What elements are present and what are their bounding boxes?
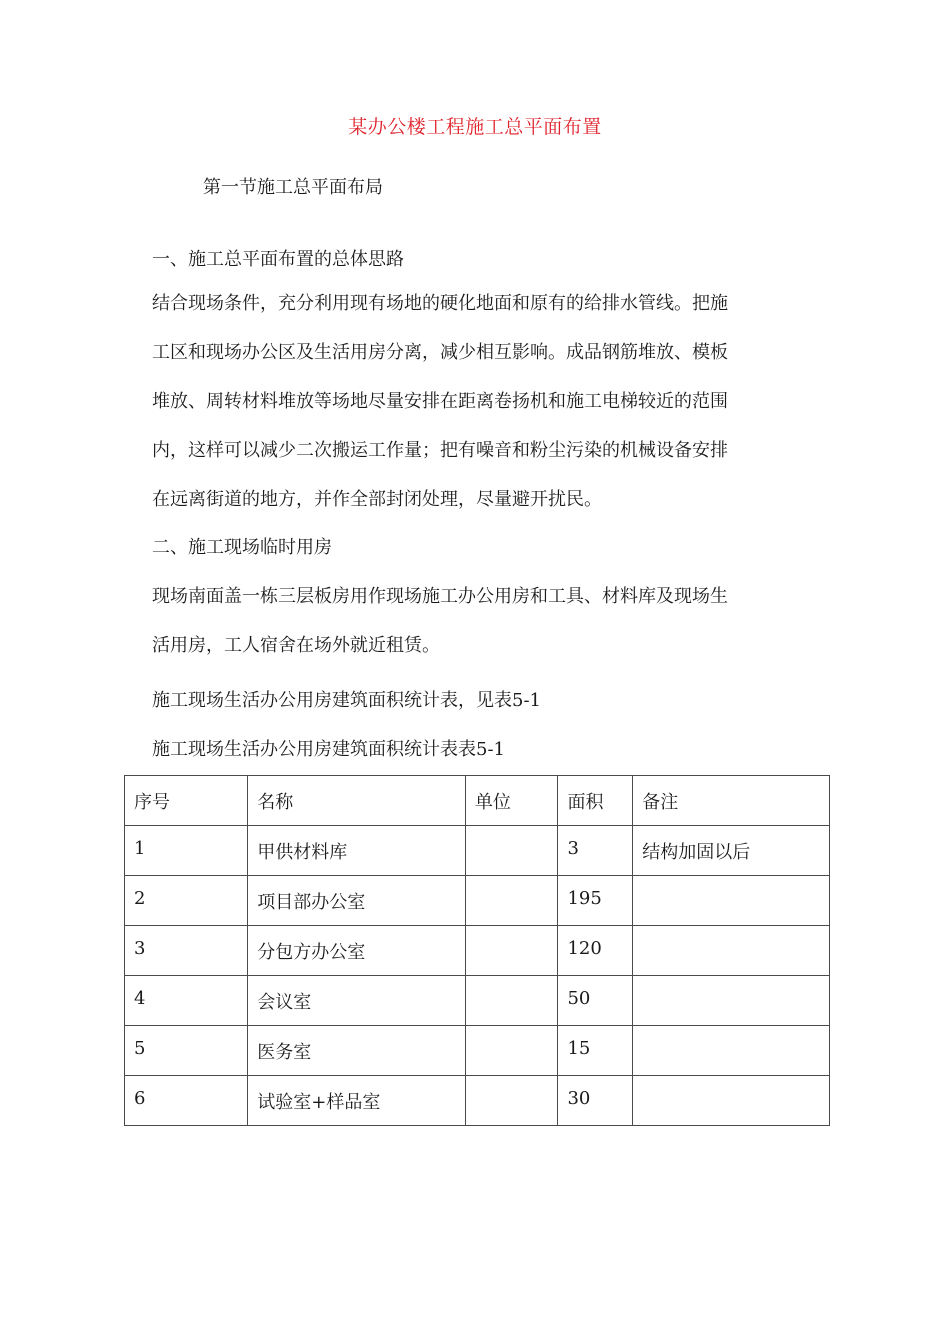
table-row (125, 826, 830, 876)
paragraph-line: 活用房，工人宿舍在场外就近租赁。 (152, 635, 440, 656)
cell-area: 30 (558, 1076, 633, 1126)
header-cell-unit: 单位 (465, 776, 558, 826)
cell-unit (465, 926, 558, 976)
cell-unit (465, 876, 558, 926)
cell-unit (465, 826, 558, 876)
cell-index: 5 (125, 1026, 248, 1076)
paragraph-line: 堆放、周转材料堆放等场地尽量安排在距离卷扬机和施工电梯较近的范围 (152, 391, 728, 412)
table-row (125, 1026, 830, 1076)
cell-area: 3 (558, 826, 633, 876)
cell-remark (633, 1026, 830, 1076)
table-caption: 施工现场生活办公用房建筑面积统计表表5-1 (152, 739, 505, 760)
table-row (125, 1076, 830, 1126)
table-reference-note: 施工现场生活办公用房建筑面积统计表，见表5-1 (152, 690, 541, 711)
header-cell-index: 序号 (125, 776, 248, 826)
area-statistics-table (124, 775, 830, 1126)
cell-unit (465, 976, 558, 1026)
header-cell-name: 名称 (248, 776, 466, 826)
heading-overall-approach: 一、施工总平面布置的总体思路 (152, 249, 404, 270)
cell-index: 4 (125, 976, 248, 1026)
table-row (125, 926, 830, 976)
paragraph-line: 结合现场条件，充分利用现有场地的硬化地面和原有的给排水管线。把施 (152, 293, 728, 314)
document-title: 某办公楼工程施工总平面布置 (348, 116, 602, 138)
table-header-row (125, 776, 830, 826)
cell-area: 120 (558, 926, 633, 976)
paragraph-temporary-housing (152, 572, 832, 670)
cell-remark (633, 926, 830, 976)
heading-temporary-housing: 二、施工现场临时用房 (152, 537, 332, 558)
cell-area: 15 (558, 1026, 633, 1076)
cell-index: 1 (125, 826, 248, 876)
table-row (125, 976, 830, 1026)
cell-index: 2 (125, 876, 248, 926)
header-cell-remark: 备注 (633, 776, 830, 826)
cell-index: 6 (125, 1076, 248, 1126)
paragraph-line: 内，这样可以减少二次搬运工作量；把有噪音和粉尘污染的机械设备安排 (152, 440, 728, 461)
section-title: 第一节施工总平面布局 (203, 177, 383, 198)
cell-index: 3 (125, 926, 248, 976)
paragraph-line: 工区和现场办公区及生活用房分离，减少相互影响。成品钢筋堆放、模板 (152, 342, 728, 363)
table-row (125, 876, 830, 926)
cell-name: 会议室 (248, 976, 466, 1026)
cell-area: 50 (558, 976, 633, 1026)
cell-unit (465, 1026, 558, 1076)
cell-name: 分包方办公室 (248, 926, 466, 976)
cell-name: 试验室+样品室 (248, 1076, 466, 1126)
cell-remark (633, 1076, 830, 1126)
header-cell-area: 面积 (558, 776, 633, 826)
paragraph-line: 在远离街道的地方，并作全部封闭处理，尽量避开扰民。 (152, 489, 602, 510)
paragraph-overall-approach (152, 279, 832, 524)
cell-remark (633, 876, 830, 926)
cell-name: 医务室 (248, 1026, 466, 1076)
cell-area: 195 (558, 876, 633, 926)
cell-name: 项目部办公室 (248, 876, 466, 926)
paragraph-line: 现场南面盖一栋三层板房用作现场施工办公用房和工具、材料库及现场生 (152, 586, 728, 607)
cell-remark: 结构加固以后 (633, 826, 830, 876)
cell-unit (465, 1076, 558, 1126)
cell-name: 甲供材料库 (248, 826, 466, 876)
cell-remark (633, 976, 830, 1026)
